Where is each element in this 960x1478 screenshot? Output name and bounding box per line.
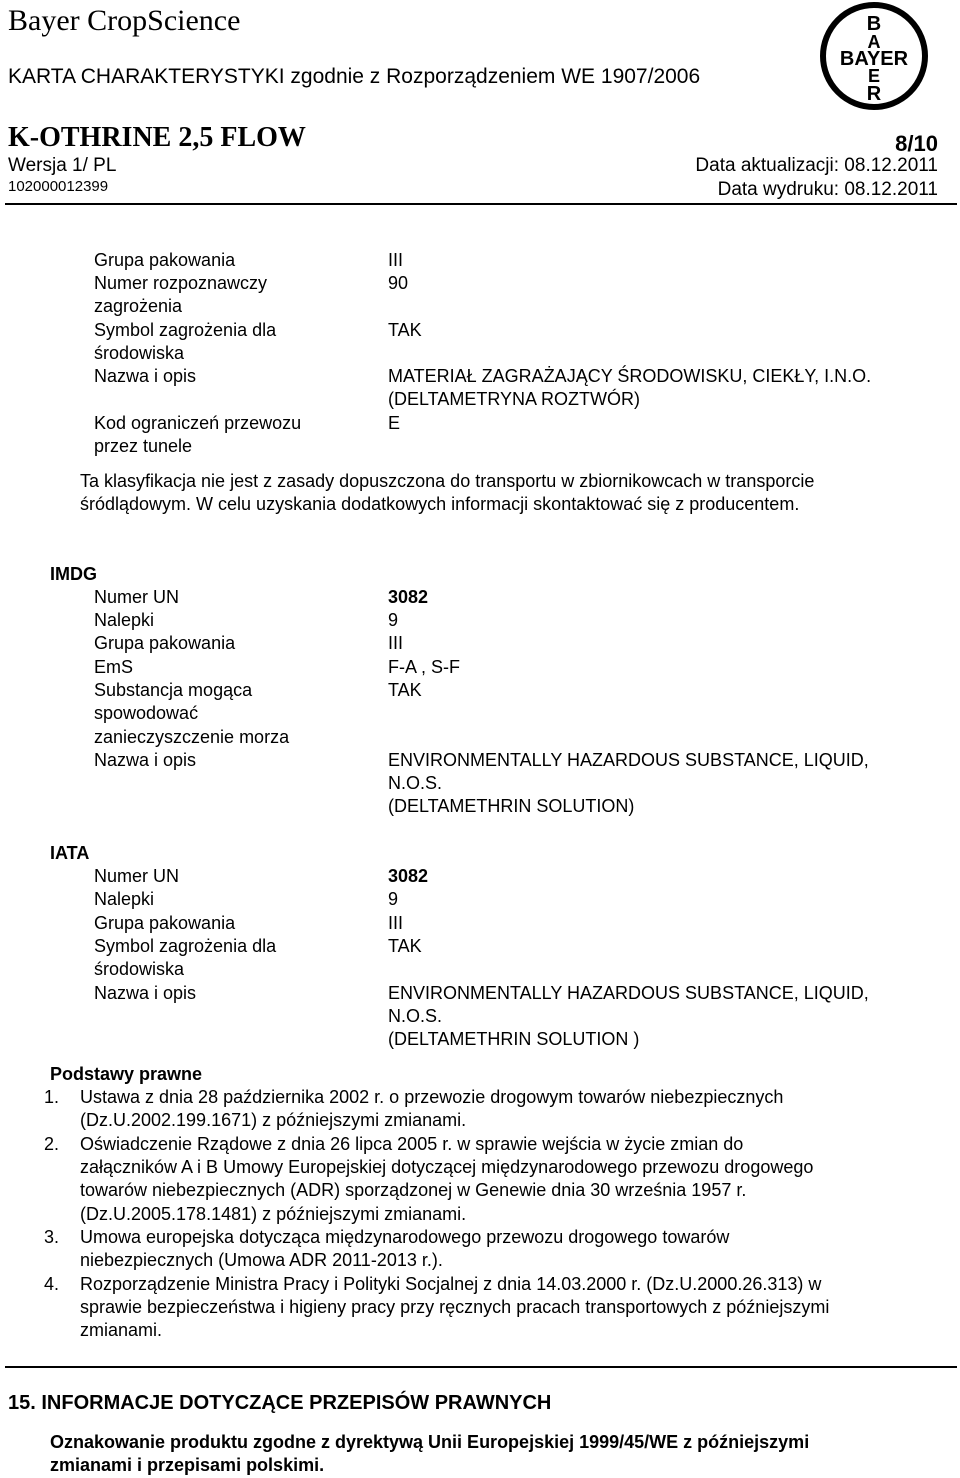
imdg-ems-value: F-A , S-F bbox=[388, 657, 460, 677]
section-15-text-line-1: Oznakowanie produktu zgodne z dyrektywą Unii Europejskiej 1999/45/WE z późniejszymi bbox=[50, 1432, 810, 1452]
section-15-text-line-2: zmianami i przepisami polskimi. bbox=[50, 1455, 325, 1475]
legal-item-4-line-3: zmianami. bbox=[80, 1320, 163, 1340]
iata-env-label-cont: środowiska bbox=[94, 959, 185, 979]
iata-packing-value: III bbox=[388, 913, 404, 933]
legal-item-3-line-1: Umowa europejska dotycząca międzynarodowego przewozu drogowego towarów bbox=[80, 1227, 730, 1247]
legal-item-3-number: 3. bbox=[44, 1227, 60, 1247]
adn-packing-group-label: Grupa pakowania bbox=[94, 250, 236, 270]
legal-item-2-line-4: (Dz.U.2005.178.1481) z późniejszymi zmianami. bbox=[80, 1204, 467, 1224]
imdg-heading: IMDG bbox=[50, 564, 97, 584]
product-name: K-OTHRINE 2,5 FLOW bbox=[8, 122, 306, 153]
adn-env-value: TAK bbox=[388, 320, 422, 340]
document-number: 102000012399 bbox=[8, 178, 109, 195]
print-date: Data wydruku: 08.12.2011 bbox=[717, 179, 938, 200]
legal-item-4-line-1: Rozporządzenie Ministra Pracy i Polityki Socjalnej z dnia 14.03.2000 r. (Dz.U.2000.26.313) w bbox=[80, 1274, 822, 1294]
imdg-marine-label-cont-1: spowodować bbox=[94, 703, 199, 723]
iata-env-label: Symbol zagrożenia dla bbox=[94, 936, 277, 956]
adn-note-line-1: Ta klasyfikacja nie jest z zasady dopuszczona do transportu w zbiornikowcach w transporcie bbox=[80, 471, 815, 491]
adn-hazard-id-value: 90 bbox=[388, 273, 409, 293]
update-date: Data aktualizacji: 08.12.2011 bbox=[695, 155, 938, 176]
legal-item-4-line-2: sprawie bezpieczeństwa i higieny pracy przy ręcznych pracach transportowych z późniejszymi bbox=[80, 1297, 830, 1317]
logo-letter-r: R bbox=[866, 83, 882, 105]
imdg-name-value-cont-2: (DELTAMETHRIN SOLUTION) bbox=[388, 796, 635, 816]
iata-packing-label: Grupa pakowania bbox=[94, 913, 236, 933]
adn-tunnel-label-cont: przez tunele bbox=[94, 436, 193, 456]
imdg-marine-label-cont-2: zanieczyszczenie morza bbox=[94, 727, 290, 747]
adn-note-line-2: śródlądowym. W celu uzyskania dodatkowych informacji skontaktować się z producentem. bbox=[80, 494, 800, 514]
adn-env-label: Symbol zagrożenia dla bbox=[94, 320, 277, 340]
logo-letter-a: A bbox=[867, 32, 881, 52]
legal-item-2-line-3: towarów niebezpiecznych (ADR) sporządzonej w Genewie dnia 30 września 1957 r. bbox=[80, 1180, 747, 1200]
bayer-cross-logo bbox=[800, 2, 950, 110]
adn-name-label: Nazwa i opis bbox=[94, 366, 197, 386]
imdg-labels-value: 9 bbox=[388, 610, 399, 630]
iata-labels-value: 9 bbox=[388, 889, 399, 909]
iata-un-label: Numer UN bbox=[94, 866, 180, 886]
legal-heading: Podstawy prawne bbox=[50, 1064, 203, 1084]
adn-name-value: MATERIAŁ ZAGRAŻAJĄCY ŚRODOWISKU, CIEKŁY, I.N.O. bbox=[388, 366, 872, 386]
imdg-ems-label: EmS bbox=[94, 657, 134, 677]
legal-item-1-line-1: Ustawa z dnia 28 października 2002 r. o przewozie drogowym towarów niebezpiecznych bbox=[80, 1087, 784, 1107]
imdg-name-label: Nazwa i opis bbox=[94, 750, 197, 770]
adn-hazard-id-label-cont: zagrożenia bbox=[94, 296, 183, 316]
legal-item-1-line-2: (Dz.U.2002.199.1671) z późniejszymi zmianami. bbox=[80, 1110, 467, 1130]
header-divider bbox=[5, 203, 957, 205]
imdg-un-value: 3082 bbox=[388, 587, 429, 607]
adn-tunnel-value: E bbox=[388, 413, 401, 433]
iata-heading: IATA bbox=[50, 843, 90, 863]
imdg-un-label: Numer UN bbox=[94, 587, 180, 607]
logo-word-bayer: BAYER bbox=[839, 48, 909, 70]
adn-env-label-cont: środowiska bbox=[94, 343, 185, 363]
adn-packing-group-value: III bbox=[388, 250, 404, 270]
adn-tunnel-label: Kod ograniczeń przewozu bbox=[94, 413, 302, 433]
legal-item-4-number: 4. bbox=[44, 1274, 60, 1294]
adn-hazard-id-label: Numer rozpoznawczy bbox=[94, 273, 268, 293]
iata-name-label: Nazwa i opis bbox=[94, 983, 197, 1003]
imdg-packing-value: III bbox=[388, 633, 404, 653]
version: Wersja 1/ PL bbox=[8, 155, 117, 176]
section-15-divider bbox=[5, 1366, 957, 1368]
imdg-marine-label: Substancja mogąca bbox=[94, 680, 253, 700]
company-name: Bayer CropScience bbox=[8, 4, 241, 37]
legal-item-2-line-2: załączników A i B Umowy Europejskiej dotyczącej międzynarodowego przewozu drogowego bbox=[80, 1157, 814, 1177]
iata-labels-label: Nalepki bbox=[94, 889, 155, 909]
section-15-heading: 15. INFORMACJE DOTYCZĄCE PRZEPISÓW PRAWNYCH bbox=[8, 1392, 552, 1414]
legal-item-3-line-2: niebezpiecznych (Umowa ADR 2011-2013 r.). bbox=[80, 1250, 443, 1270]
legal-item-2-number: 2. bbox=[44, 1134, 60, 1154]
logo-letter-b: B bbox=[866, 13, 882, 35]
imdg-labels-label: Nalepki bbox=[94, 610, 155, 630]
iata-name-value: ENVIRONMENTALLY HAZARDOUS SUBSTANCE, LIQUID, bbox=[388, 983, 869, 1003]
imdg-name-value: ENVIRONMENTALLY HAZARDOUS SUBSTANCE, LIQUID, bbox=[388, 750, 869, 770]
imdg-name-value-cont-1: N.O.S. bbox=[388, 773, 443, 793]
iata-un-value: 3082 bbox=[388, 866, 429, 886]
iata-name-value-cont-1: N.O.S. bbox=[388, 1006, 443, 1026]
iata-name-value-cont-2: (DELTAMETHRIN SOLUTION ) bbox=[388, 1029, 640, 1049]
legal-item-1-number: 1. bbox=[44, 1087, 60, 1107]
page-number: 8/10 bbox=[895, 131, 938, 156]
legal-item-2-line-1: Oświadczenie Rządowe z dnia 26 lipca 2005 r. w sprawie wejścia w życie zmian do bbox=[80, 1134, 744, 1154]
imdg-packing-label: Grupa pakowania bbox=[94, 633, 236, 653]
iata-env-value: TAK bbox=[388, 936, 422, 956]
imdg-marine-value: TAK bbox=[388, 680, 422, 700]
adn-name-value-cont: (DELTAMETRYNA ROZTWÓR) bbox=[388, 389, 640, 409]
logo-letter-e: E bbox=[867, 66, 881, 86]
document-title: KARTA CHARAKTERYSTYKI zgodnie z Rozporządzeniem WE 1907/2006 bbox=[8, 65, 701, 88]
